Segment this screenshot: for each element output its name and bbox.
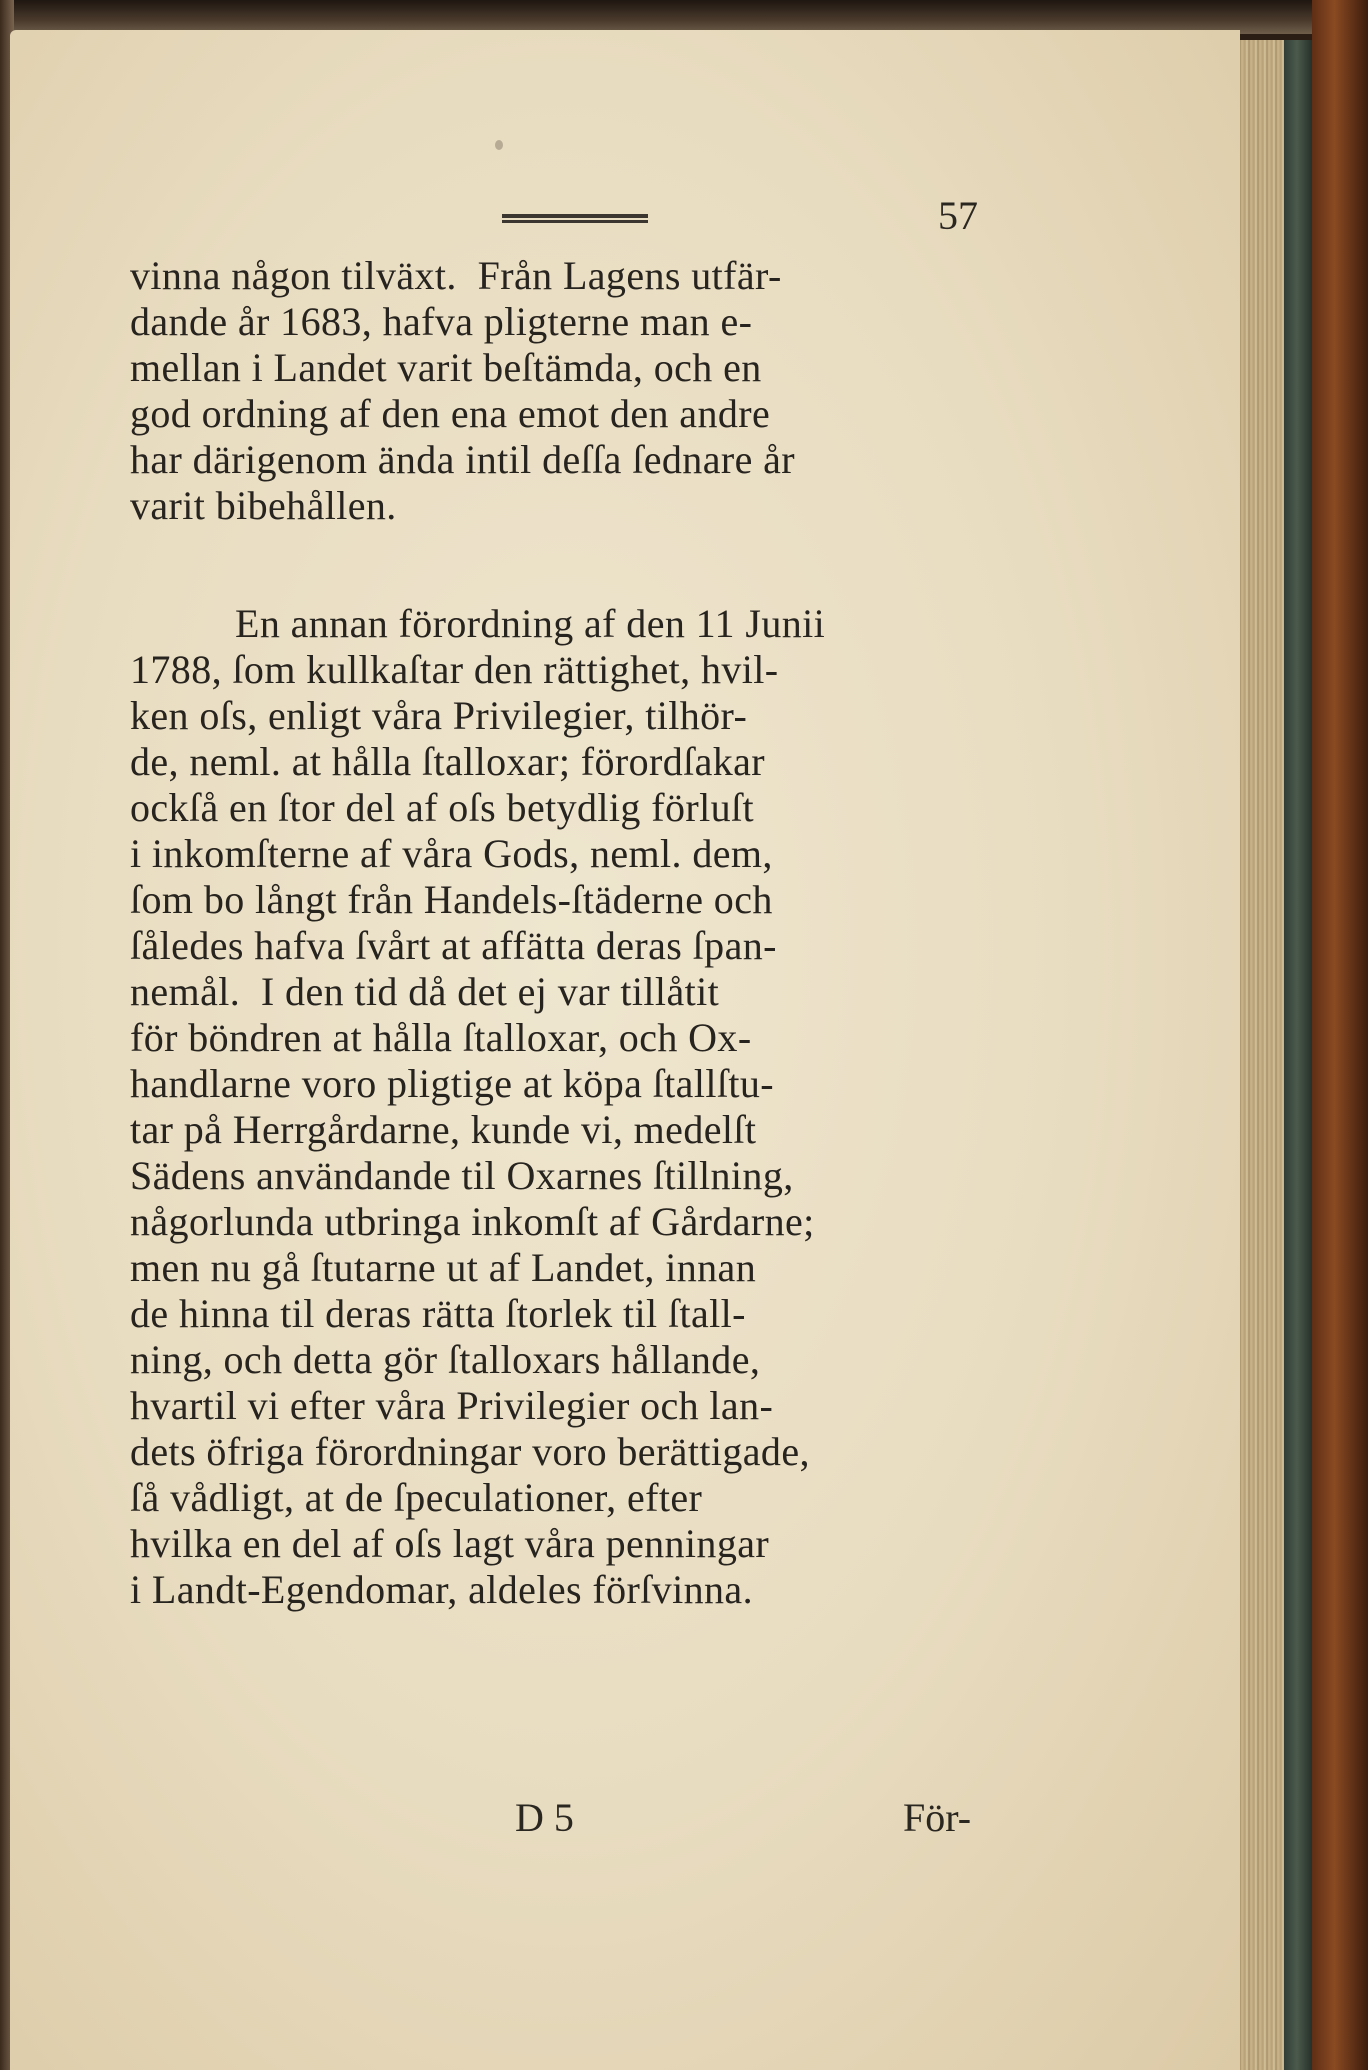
text-line: god ordning af den ena emot den andre xyxy=(130,391,771,436)
text-line: mellan i Landet varit beſtämda, och en xyxy=(130,345,762,390)
text-line: i Landt-Egendomar, aldeles förſvinna. xyxy=(130,1567,753,1612)
ink-spot xyxy=(495,140,503,150)
text-line: ockſå en ſtor del af oſs betydlig förluſt xyxy=(130,785,755,830)
text-line: varit bibehållen. xyxy=(130,483,397,528)
top-page-edge xyxy=(0,0,1368,34)
text-line: handlarne voro pligtige at köpa ſtallſtu- xyxy=(130,1061,774,1106)
text-line: tar på Herrgårdarne, kunde vi, medelſt xyxy=(130,1107,757,1152)
text-line: ſåledes hafva ſvårt at affätta deras ſpan- xyxy=(130,923,777,968)
header-rule xyxy=(502,214,648,223)
text-line: nemål. I den tid då det ej var tillåtit xyxy=(130,969,720,1014)
text-line: 1788, ſom kullkaſtar den rättighet, hvil- xyxy=(130,647,779,692)
cover-board xyxy=(1312,0,1368,2070)
text-line: de, neml. at hålla ſtalloxar; förordſakar xyxy=(130,739,766,784)
page-number: 57 xyxy=(938,193,978,238)
text-line: hvilka en del af oſs lagt våra penningar xyxy=(130,1521,770,1566)
text-line: dande år 1683, hafva pligterne man e- xyxy=(130,299,753,344)
text-line: har därigenom ända intil deſſa ſednare år xyxy=(130,437,795,482)
text-line: de hinna til deras rätta ſtorlek til ſtall- xyxy=(130,1291,746,1336)
text-line: vinna någon tilväxt. Från Lagens utfär- xyxy=(130,253,782,298)
text-line: En annan förordning af den 11 Junii xyxy=(235,601,826,646)
text-line: ken oſs, enligt våra Privilegier, tilhör- xyxy=(130,693,748,738)
text-line: hvartil vi efter våra Privilegier och lan- xyxy=(130,1383,774,1428)
book-page xyxy=(10,30,1240,2070)
text-line: i inkomſterne af våra Gods, neml. dem, xyxy=(130,831,773,876)
text-line: men nu gå ſtutarne ut af Landet, innan xyxy=(130,1245,757,1290)
text-line: dets öfriga förordningar voro berättigade, xyxy=(130,1429,810,1474)
cover-endpaper xyxy=(1282,40,1312,2070)
text-line: ſå vådligt, at de ſpeculationer, efter xyxy=(130,1475,703,1520)
text-line: ning, och detta gör ſtalloxars hållande, xyxy=(130,1337,761,1382)
signature-mark: D 5 xyxy=(515,1795,574,1840)
text-line: någorlunda utbringa inkomſt af Gårdarne; xyxy=(130,1199,815,1244)
text-line: Sädens användande til Oxarnes ſtillning, xyxy=(130,1153,794,1198)
text-line: ſom bo långt från Handels-ſtäderne och xyxy=(130,877,773,922)
catchword: För- xyxy=(903,1795,972,1840)
text-line: för böndren at hålla ſtalloxar, och Ox- xyxy=(130,1015,752,1060)
